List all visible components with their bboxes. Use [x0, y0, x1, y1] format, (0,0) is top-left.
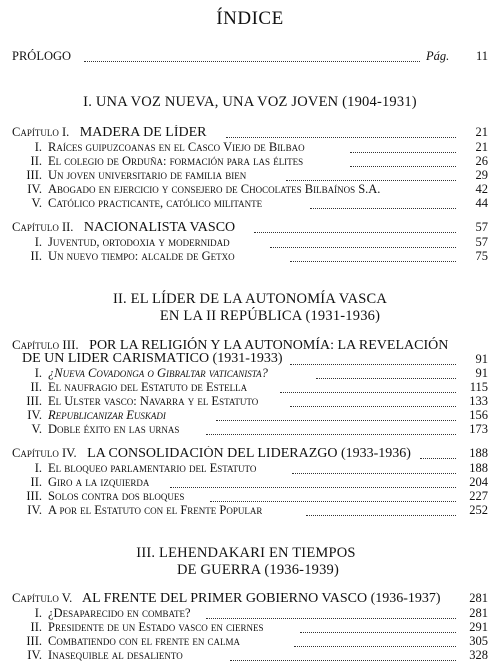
toc-entry-section[interactable]	[0, 235, 500, 249]
chapter-lead: Capítulo I.	[12, 125, 70, 139]
dot-leader	[290, 354, 456, 365]
section-page: 227	[469, 489, 488, 503]
section-number: I.	[34, 461, 42, 475]
section-title: Un joven universitario de familia bien	[48, 168, 247, 182]
dot-leader	[84, 51, 420, 62]
section-page: 29	[475, 168, 488, 182]
dot-leader	[230, 650, 456, 661]
dot-leader	[290, 396, 456, 407]
chapter-title-line2: DE UN LÍDER CARISMÁTICO (1931-1933)	[22, 352, 283, 366]
section-title: Juventud, ortodoxia y modernidad	[48, 235, 230, 249]
toc-entry-section[interactable]	[0, 648, 500, 662]
part-heading: I. UNA VOZ NUEVA, UNA VOZ JOVEN (1904-1931)	[83, 94, 417, 110]
toc-entry-section[interactable]	[0, 249, 500, 263]
section-page: 115	[469, 380, 488, 394]
toc-entry-section[interactable]	[0, 606, 500, 620]
section-number: III.	[26, 634, 42, 648]
chapter-page: 21	[475, 125, 488, 139]
chapter-lead: Capítulo III.	[12, 337, 79, 352]
part-heading-line2: DE GUERRA (1936-1939)	[176, 562, 340, 578]
toc-entry-section[interactable]	[0, 182, 500, 196]
section-page: 204	[469, 475, 488, 489]
section-page: 305	[469, 634, 488, 648]
toc-entry-chapter[interactable]	[0, 446, 500, 460]
chapter-title: LA CONSOLIDACIÓN DEL LIDERAZGO (1933-1936)	[87, 446, 411, 461]
section-title: El Ulster vasco: Navarra y el Estatuto	[48, 394, 259, 408]
section-title: Abogado en ejercicio y consejero de Chocolates Bilbaínos S.A.	[48, 182, 381, 196]
section-number: III.	[26, 168, 42, 182]
section-title: Doble éxito en las urnas	[48, 422, 180, 436]
dot-leader	[286, 170, 456, 181]
section-page: 42	[475, 182, 488, 196]
section-page: 133	[469, 394, 488, 408]
dot-leader	[294, 636, 456, 647]
section-page: 173	[469, 422, 488, 436]
section-title: Inasequible al desaliento	[48, 648, 183, 662]
section-number: I.	[34, 366, 42, 380]
section-number: I.	[34, 606, 42, 620]
section-page: 281	[469, 606, 488, 620]
section-number: V.	[31, 422, 42, 436]
dot-leader	[350, 156, 456, 167]
prologue-pag-label: Pág.	[426, 49, 450, 63]
toc-entry-section[interactable]	[0, 168, 500, 182]
section-number: V.	[31, 196, 42, 210]
chapter-page: 188	[469, 446, 488, 460]
section-page: 21	[475, 140, 488, 154]
section-title: ¿Nueva Covadonga o Gibraltar vaticanista?	[48, 366, 268, 380]
section-title: Presidente de un Estado vasco en ciernes	[48, 620, 264, 634]
section-page: 291	[469, 620, 488, 634]
dot-leader	[350, 142, 456, 153]
section-number: IV.	[27, 182, 42, 196]
part-heading: II. EL LÍDER DE LA AUTONOMÍA VASCA	[112, 291, 388, 307]
dot-leader	[206, 424, 456, 435]
dot-leader	[254, 222, 456, 233]
toc-entry-section[interactable]	[0, 408, 500, 422]
toc-entry-section[interactable]	[0, 366, 500, 380]
chapter-title: MADERA DE LÍDER	[79, 125, 207, 140]
section-title: Católico practicante, católico militante	[48, 196, 263, 210]
toc-entry-section[interactable]	[0, 489, 500, 503]
section-number: II.	[30, 620, 42, 634]
chapter-lead: Capítulo II.	[12, 220, 74, 234]
chapter-page: 281	[469, 591, 488, 605]
dot-leader	[310, 198, 456, 209]
section-number: III.	[26, 394, 42, 408]
toc-entry-section[interactable]	[0, 394, 500, 408]
section-title: Raíces guipuzcoanas en el Casco Viejo de Bilbao	[48, 140, 305, 154]
section-title: Giro a la izquierda	[48, 475, 150, 489]
dot-leader	[316, 368, 456, 379]
section-page: 91	[475, 366, 488, 380]
section-page: 26	[475, 154, 488, 168]
section-number: I.	[34, 235, 42, 249]
section-page: 44	[475, 196, 488, 210]
section-title: Combatiendo con el frente en calma	[48, 634, 240, 648]
part-heading: III. LEHENDAKARI EN TIEMPOS	[136, 545, 356, 561]
chapter-title: POR LA RELIGIÓN Y LA AUTONOMÍA: LA REVELACIÓN	[89, 338, 449, 353]
chapter-title: AL FRENTE DEL PRIMER GOBIERNO VASCO (1936-1937)	[82, 591, 441, 606]
section-title: A por el Estatuto con el Frente Popular	[48, 503, 263, 517]
toc-entry-section[interactable]	[0, 475, 500, 489]
toc-entry-section[interactable]	[0, 634, 500, 648]
dot-leader	[300, 622, 456, 633]
section-number: II.	[30, 154, 42, 168]
toc-entry-section[interactable]	[0, 422, 500, 436]
section-number: IV.	[27, 408, 42, 422]
toc-entry-section[interactable]	[0, 154, 500, 168]
section-number: III.	[26, 489, 42, 503]
page-title: ÍNDICE	[216, 8, 284, 29]
section-title: El colegio de Orduña: formación para las élites	[48, 154, 304, 168]
toc-entry-chapter[interactable]	[0, 220, 500, 234]
toc-entry-chapter-cont[interactable]	[0, 352, 500, 366]
section-page: 156	[469, 408, 488, 422]
toc-entry-chapter[interactable]	[0, 125, 500, 139]
section-page: 252	[469, 503, 488, 517]
section-number: I.	[34, 140, 42, 154]
section-page: 75	[475, 249, 488, 263]
dot-leader	[206, 608, 456, 619]
prologue-label: PRÓLOGO	[12, 49, 72, 63]
dot-leader	[292, 463, 456, 474]
dot-leader	[210, 491, 456, 502]
section-page: 328	[469, 648, 488, 662]
toc-entry-prologue[interactable]	[0, 49, 500, 63]
dot-leader	[170, 477, 456, 488]
dot-leader	[306, 505, 456, 516]
chapter-lead: Capítulo V.	[12, 591, 73, 605]
toc-entry-section[interactable]	[0, 380, 500, 394]
toc-entry-section[interactable]	[0, 503, 500, 517]
chapter-page: 91	[475, 352, 488, 366]
section-page: 188	[469, 461, 488, 475]
part-heading-line2: EN LA II REPÚBLICA (1931-1936)	[159, 308, 381, 324]
toc-entry-section[interactable]	[0, 461, 500, 475]
section-number: II.	[30, 475, 42, 489]
section-number: II.	[30, 380, 42, 394]
toc-entry-section[interactable]	[0, 620, 500, 634]
dot-leader	[270, 237, 456, 248]
toc-entry-chapter[interactable]	[0, 591, 500, 605]
dot-leader	[290, 251, 456, 262]
section-title: ¿Desaparecido en combate?	[48, 606, 191, 620]
section-title: Republicanizar Euskadi	[48, 408, 166, 422]
section-number: IV.	[27, 503, 42, 517]
section-number: IV.	[27, 648, 42, 662]
section-number: II.	[30, 249, 42, 263]
chapter-title: NACIONALISTA VASCO	[83, 220, 236, 235]
dot-leader	[226, 127, 456, 138]
chapter-page: 57	[475, 220, 488, 234]
section-title: El bloqueo parlamentario del Estatuto	[48, 461, 257, 475]
chapter-lead: Capítulo IV.	[12, 446, 77, 460]
section-title: El naufragio del Estatuto de Estella	[48, 380, 248, 394]
dot-leader	[280, 382, 456, 393]
toc-entry-section[interactable]	[0, 196, 500, 210]
prologue-page: 11	[475, 49, 488, 63]
dot-leader	[216, 410, 456, 421]
toc-entry-section[interactable]	[0, 140, 500, 154]
section-page: 57	[475, 235, 488, 249]
section-title: Un nuevo tiempo: alcalde de Getxo	[48, 249, 235, 263]
section-title: Solos contra dos bloques	[48, 489, 185, 503]
